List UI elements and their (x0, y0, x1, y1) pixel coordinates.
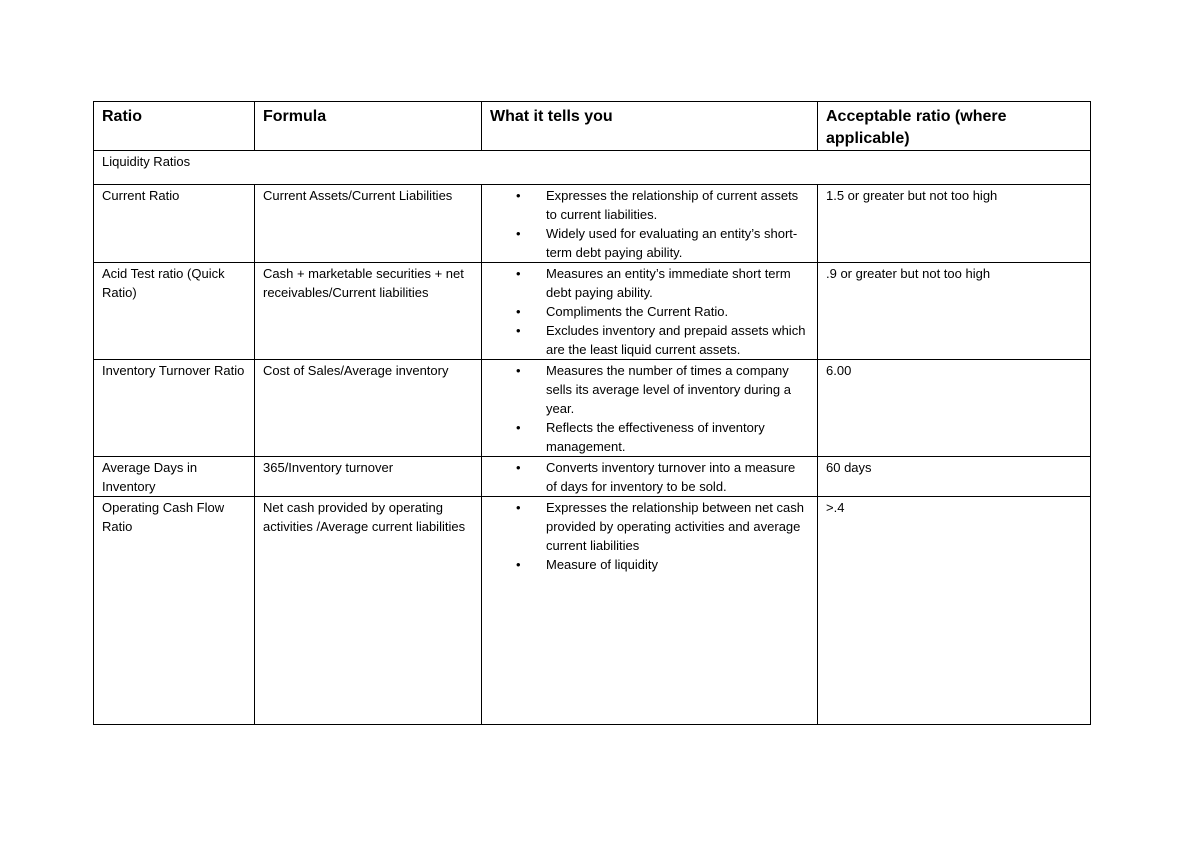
table-row (94, 360, 1091, 457)
list-item: • Excludes inventory and prepaid assets which are the least liquid current assets. (516, 321, 809, 359)
ratio-name: Average Days in Inventory (94, 457, 255, 497)
explanation-list (490, 498, 809, 574)
explanation-list (490, 186, 809, 262)
ratio-formula: Cost of Sales/Average inventory (255, 360, 482, 457)
table-row (94, 263, 1091, 360)
ratio-name: Current Ratio (94, 185, 255, 263)
list-item: • Expresses the relationship of current assets to current liabilities. (516, 186, 809, 224)
section-row (94, 151, 1091, 185)
list-item: • Compliments the Current Ratio. (516, 302, 809, 321)
ratio-explanation (482, 185, 818, 263)
list-item: • Reflects the effectiveness of inventory management. (516, 418, 809, 456)
ratio-formula: Current Assets/Current Liabilities (255, 185, 482, 263)
list-item: • Converts inventory turnover into a measure of days for inventory to be sold. (516, 458, 809, 496)
table-row (94, 185, 1091, 263)
explanation-list (490, 264, 809, 359)
table-row (94, 497, 1091, 725)
ratios-table (93, 101, 1091, 725)
section-label: Liquidity Ratios (94, 151, 1091, 185)
header-ratio: Ratio (94, 102, 255, 151)
list-item: • Measure of liquidity (516, 555, 809, 574)
table-row (94, 457, 1091, 497)
ratio-name: Operating Cash Flow Ratio (94, 497, 255, 725)
ratio-formula: 365/Inventory turnover (255, 457, 482, 497)
ratio-acceptable: .9 or greater but not too high (818, 263, 1091, 360)
list-item: • Widely used for evaluating an entity’s short-term debt paying ability. (516, 224, 809, 262)
ratio-acceptable: 60 days (818, 457, 1091, 497)
list-item: • Expresses the relationship between net cash provided by operating activities and average current liabilities (516, 498, 809, 555)
header-formula: Formula (255, 102, 482, 151)
ratio-acceptable: >.4 (818, 497, 1091, 725)
ratio-formula: Net cash provided by operating activities /Average current liabilities (255, 497, 482, 725)
ratio-explanation (482, 457, 818, 497)
ratio-explanation (482, 360, 818, 457)
ratio-name: Inventory Turnover Ratio (94, 360, 255, 457)
ratio-explanation (482, 263, 818, 360)
list-item: • Measures an entity’s immediate short term debt paying ability. (516, 264, 809, 302)
ratio-acceptable: 1.5 or greater but not too high (818, 185, 1091, 263)
ratio-explanation (482, 497, 818, 725)
header-what-it-tells-you: What it tells you (482, 102, 818, 151)
header-acceptable-ratio: Acceptable ratio (where applicable) (818, 102, 1091, 151)
explanation-list (490, 361, 809, 456)
header-row (94, 102, 1091, 151)
ratio-name: Acid Test ratio (Quick Ratio) (94, 263, 255, 360)
list-item: • Measures the number of times a company sells its average level of inventory during a year. (516, 361, 809, 418)
ratio-acceptable: 6.00 (818, 360, 1091, 457)
ratio-formula: Cash + marketable securities + net receivables/Current liabilities (255, 263, 482, 360)
explanation-list (490, 458, 809, 496)
